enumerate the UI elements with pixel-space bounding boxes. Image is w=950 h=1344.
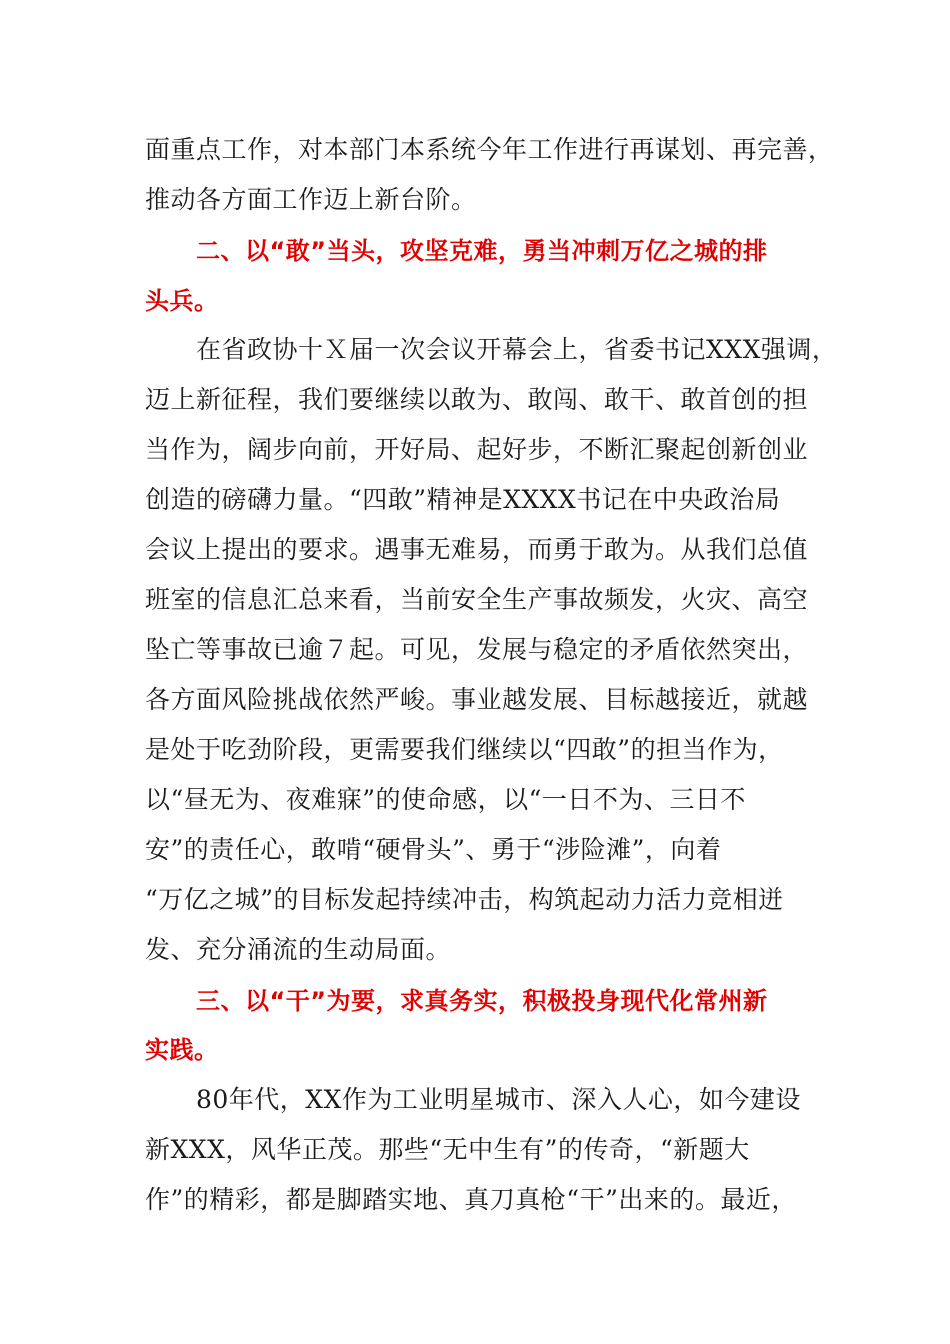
body-text-line: 坠亡等事故已逾７起。可见，发展与稳定的矛盾依然突出， <box>145 635 809 664</box>
body-text-line: 迈上新征程，我们要继续以敢为、敢闯、敢干、敢首创的担 <box>145 385 809 414</box>
section-3-heading: 三、以“干”为要，求真务实，积极投身现代化常州新 <box>196 987 768 1015</box>
body-text-line: 安”的责任心，敢啃“硬骨头”、勇于“涉险滩”，向着 <box>145 835 722 864</box>
body-text-line: 面重点工作，对本部门本系统今年工作进行再谋划、再完善， <box>145 135 834 164</box>
body-text-line: 在省政协十Ｘ届一次会议开幕会上，省委书记XXX强调， <box>196 335 838 364</box>
body-text-line: 创造的磅礴力量。“四敢”精神是XXXX书记在中央政治局 <box>145 485 781 514</box>
body-text-line: 当作为，阔步向前，开好局、起好步，不断汇聚起创新创业 <box>145 435 809 464</box>
body-text-line: 作”的精彩，都是脚踏实地、真刀真枪“干”出来的。最近， <box>145 1185 797 1214</box>
body-text-line: 80年代，XX作为工业明星城市、深入人心，如今建设 <box>196 1085 801 1114</box>
section-2-heading: 二、以“敢”当头，攻坚克难，勇当冲刺万亿之城的排 <box>196 237 768 265</box>
body-text-line: 推动各方面工作迈上新台阶。 <box>145 185 477 214</box>
body-text-line: 以“昼无为、夜难寐”的使命感，以“一日不为、三日不 <box>145 785 746 814</box>
section-2-heading-continued: 头兵。 <box>145 287 219 315</box>
body-text-line: 是处于吃劲阶段，更需要我们继续以“四敢”的担当作为， <box>145 735 784 764</box>
body-text-line: “万亿之城”的目标发起持续冲击，构筑起动力活力竞相迸 <box>145 885 784 914</box>
body-text-line: 会议上提出的要求。遇事无难易，而勇于敢为。从我们总值 <box>145 535 809 564</box>
body-text-line: 班室的信息汇总来看，当前安全生产事故频发，火灾、高空 <box>145 585 809 614</box>
section-3-heading-continued: 实践。 <box>145 1036 219 1064</box>
body-text-line: 各方面风险挑战依然严峻。事业越发展、目标越接近，就越 <box>145 685 809 714</box>
body-text-line: 新XXX，风华正茂。那些“无中生有”的传奇，“新题大 <box>145 1135 750 1164</box>
body-text-line: 发、充分涌流的生动局面。 <box>145 935 452 964</box>
